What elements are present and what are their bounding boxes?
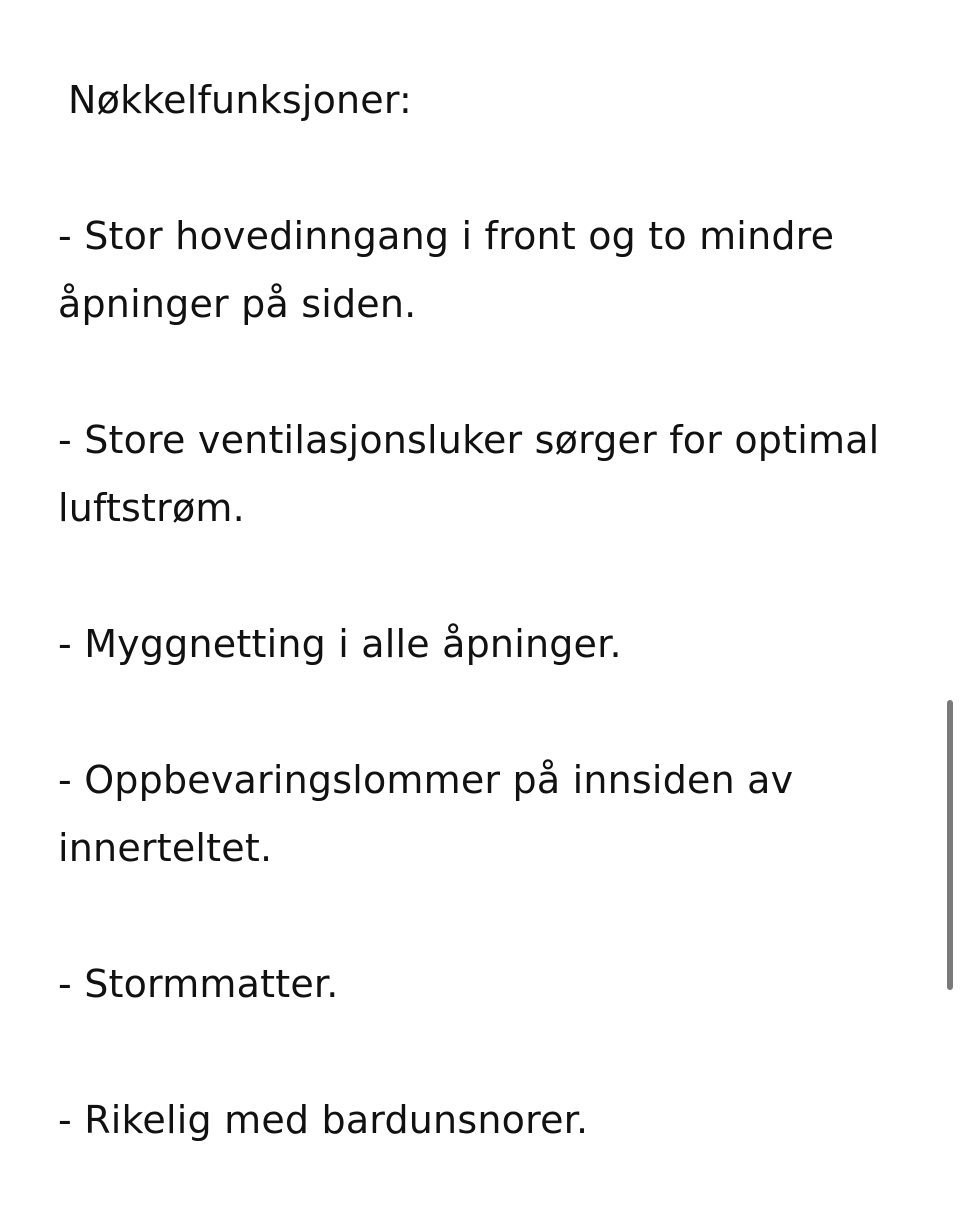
feature-item-mosquito-net: - Myggnetting i alle åpninger. [58, 622, 622, 666]
vertical-scrollbar[interactable] [946, 700, 954, 990]
feature-item-main-entrance: - Stor hovedinngang i front og to mindre åpninger på siden. [58, 214, 835, 326]
feature-item-storage-pockets: - Oppbevaringslommer på innsiden av innerteltet. [58, 758, 794, 870]
feature-item-guy-lines: - Rikelig med bardunsnorer. [58, 1098, 589, 1142]
scrollbar-thumb[interactable] [947, 700, 953, 990]
feature-item-ventilation: - Store ventilasjonsluker sørger for optimal luftstrøm. [58, 418, 880, 530]
feature-list [58, 202, 918, 1154]
feature-item-storm-mats: - Stormmatter. [58, 962, 339, 1006]
page-heading: Nøkkelfunksjoner: [68, 78, 413, 122]
document-body [58, 66, 918, 1222]
